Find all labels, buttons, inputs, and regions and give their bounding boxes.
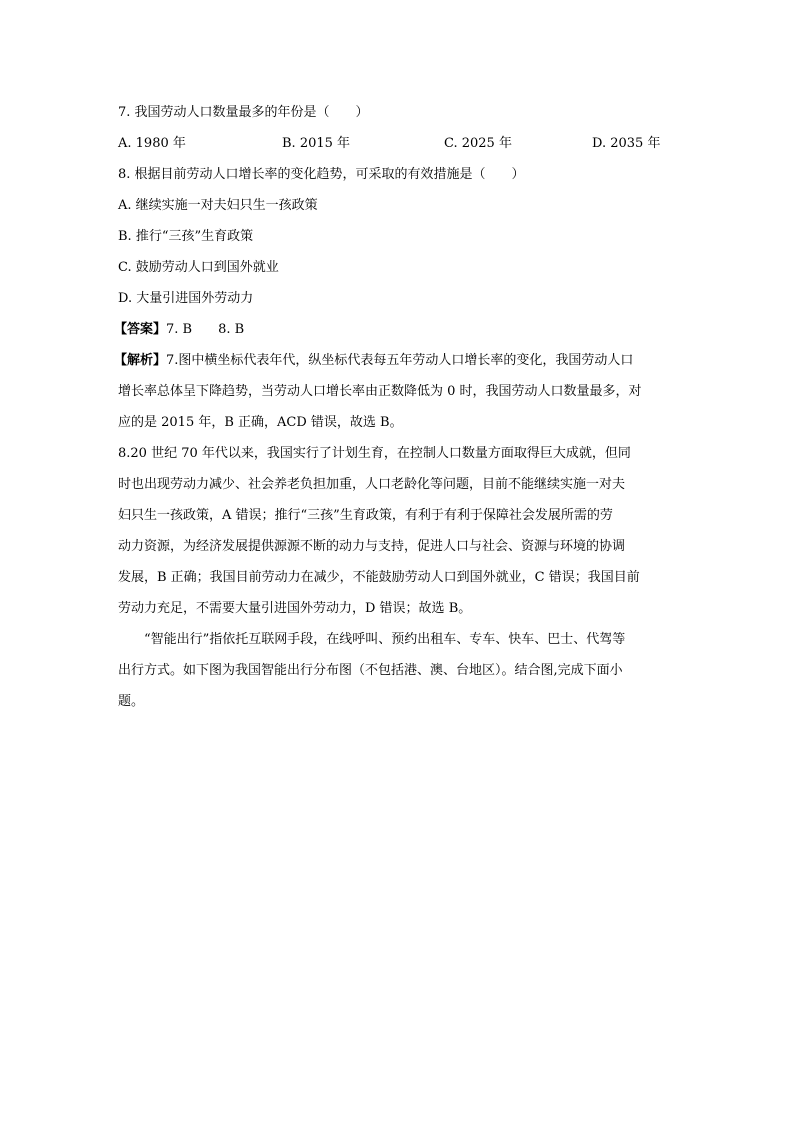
analysis-line-3: 应的是 2015 年，B 正确，ACD 错误，故选 B。	[118, 415, 403, 430]
q7-option-b: B. 2015 年	[282, 136, 351, 151]
analysis-line-6: 妇只生一孩政策，A 错误；推行“三孩”生育政策，有利于有利于保障社会发展所需的劳	[118, 508, 613, 523]
q8-stem: 8. 根据目前劳动人口增长率的变化趋势，可采取的有效措施是（ ）	[118, 167, 525, 182]
analysis-line-9: 劳动力充足，不需要大量引进国外劳动力，D 错误；故选 B。	[118, 601, 472, 616]
analysis-line-4: 8.20 世纪 70 年代以来，我国实行了计划生育，在控制人口数量方面取得巨大成就，但同	[118, 446, 631, 461]
analysis-label: 【解析】	[114, 353, 167, 368]
intro-line-1: “智能出行”指依托互联网手段，在线呼叫、预约出租车、专车、快车、巴士、代驾等	[144, 632, 626, 647]
analysis-line-2: 增长率总体呈下降趋势，当劳动人口增长率由正数降低为 0 时，我国劳动人口数量最多，对	[118, 384, 642, 399]
analysis-line-5: 时也出现劳动力减少、社会养老负担加重，人口老龄化等问题，目前不能继续实施一对夫	[118, 477, 626, 492]
q7-option-c: C. 2025 年	[444, 136, 512, 151]
answer-line	[114, 321, 244, 339]
analysis-text-1: 7.图中横坐标代表年代，纵坐标代表每五年劳动人口增长率的变化，我国劳动人口	[166, 353, 634, 368]
answer-text: 7. B 8. B	[166, 322, 245, 337]
analysis-line-8: 发展，B 正确；我国目前劳动力在减少，不能鼓励劳动人口到国外就业，C 错误；我国目前	[118, 570, 640, 585]
intro-line-2: 出行方式。如下图为我国智能出行分布图（不包括港、澳、台地区）。结合图,完成下面小	[118, 663, 623, 678]
q7-option-d: D. 2035 年	[592, 136, 661, 151]
q8-option-b: B. 推行“三孩”生育政策	[118, 229, 254, 244]
analysis-line-1	[114, 352, 633, 370]
answer-label: 【答案】	[114, 322, 167, 337]
q8-option-a: A. 继续实施一对夫妇只生一孩政策	[118, 198, 318, 213]
q7-stem: 7. 我国劳动人口数量最多的年份是（ ）	[118, 105, 369, 120]
q7-option-a: A. 1980 年	[118, 136, 186, 151]
q8-option-c: C. 鼓励劳动人口到国外就业	[118, 260, 279, 275]
q8-option-d: D. 大量引进国外劳动力	[118, 291, 254, 306]
intro-line-3: 题。	[118, 694, 145, 709]
analysis-line-7: 动力资源，为经济发展提供源源不断的动力与支持，促进人口与社会、资源与环境的协调	[118, 539, 626, 554]
